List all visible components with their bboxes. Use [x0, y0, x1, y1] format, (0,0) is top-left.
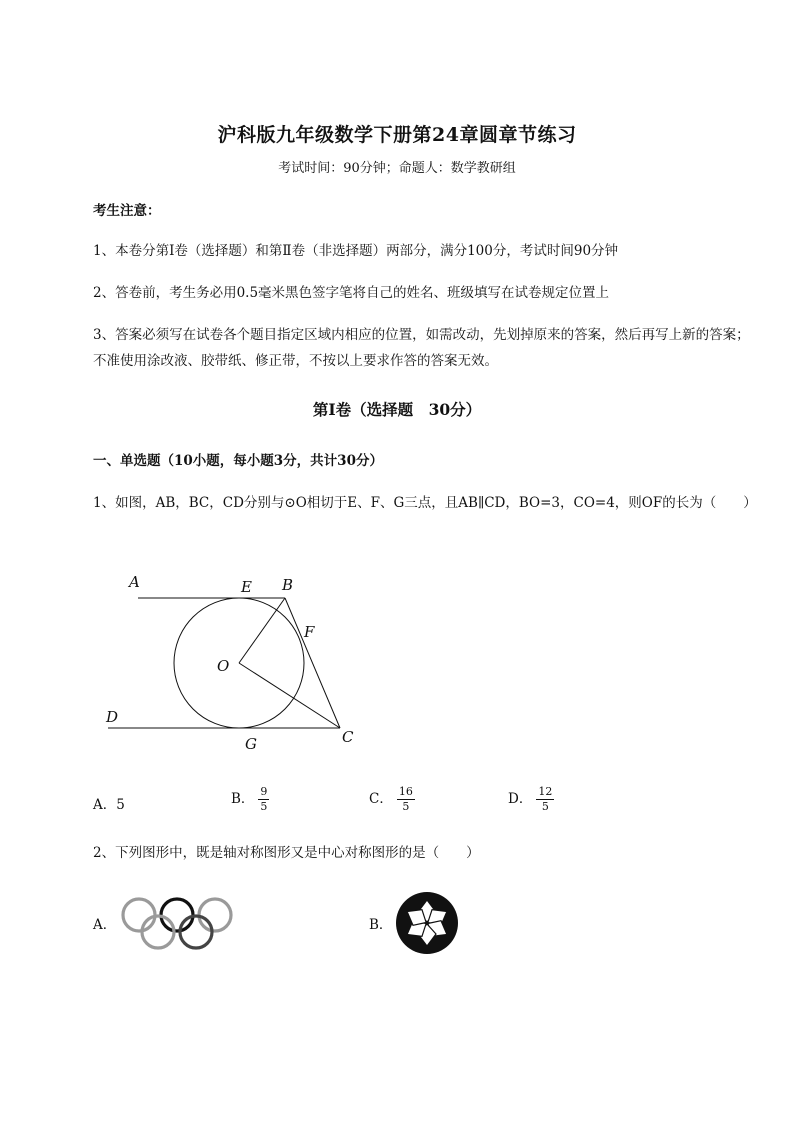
label-d: D [106, 708, 119, 726]
q1-option-b[interactable] [231, 785, 269, 814]
line-bc [285, 598, 340, 728]
question-1-text: 1、如图，AB，BC，CD分别与⊙O相切于E、F、G三点，且AB∥CD，BO=3，CO=4，则OF的长为（ ） [93, 495, 757, 511]
label-o: O [217, 657, 230, 675]
line-ob [239, 598, 285, 663]
denominator: 5 [402, 800, 410, 813]
fraction-12-5 [536, 785, 554, 814]
label-c: C [342, 728, 354, 746]
option-c-label: C． [369, 791, 393, 807]
notice-item-3: 3、答案必须写在试卷各个题目指定区域内相应的位置，如需改动，先划掉原来的答案，然后再写上新的答案；不准使用涂改液、胶带纸、修正带，不按以上要求作答的答案无效。 [93, 327, 750, 369]
notice-item-2: 2、答卷前，考生务必用0.5毫米黑色签字笔将自己的姓名、班级填写在试卷规定位置上 [93, 285, 610, 301]
q1-option-c[interactable] [369, 785, 415, 814]
denominator: 5 [541, 800, 549, 813]
numerator: 12 [538, 785, 553, 798]
cube-emblem-icon [395, 891, 459, 955]
question-2-text: 2、下列图形中，既是轴对称图形又是中心对称图形的是（ ） [93, 845, 480, 861]
label-a: A [129, 573, 140, 591]
label-e: E [241, 578, 252, 596]
option-b-label: B． [231, 791, 255, 807]
olympic-rings-icon [118, 895, 236, 953]
label-f: F [304, 623, 315, 641]
q2-option-a-label[interactable]: A． [93, 917, 117, 933]
page-title: 沪科版九年级数学下册第24章圆章节练习 [217, 124, 577, 146]
notice-heading: 考生注意： [93, 203, 161, 219]
part-heading: 一、单选题（10小题，每小题3分，共计30分） [93, 453, 383, 469]
section-title: 第I卷（选择题 30分） [312, 400, 482, 419]
question-1-figure [100, 565, 370, 755]
label-b: B [282, 576, 294, 594]
notice-item-1: 1、本卷分第I卷（选择题）和第Ⅱ卷（非选择题）两部分，满分100分，考试时间90分钟 [93, 243, 619, 259]
fraction-16-5 [397, 785, 415, 814]
option-d-label: D． [508, 791, 533, 807]
q1-option-a[interactable]: A．5 [93, 797, 125, 813]
numerator: 16 [398, 785, 413, 798]
q1-option-d[interactable] [508, 785, 554, 814]
q2-option-b-label[interactable]: B． [369, 917, 393, 933]
fraction-9-5 [258, 785, 269, 814]
exam-info: 考试时间：90分钟；命题人：数学教研组 [278, 161, 516, 176]
line-oc [239, 663, 340, 728]
denominator: 5 [260, 800, 268, 813]
numerator: 9 [260, 785, 268, 798]
label-g: G [245, 735, 257, 753]
